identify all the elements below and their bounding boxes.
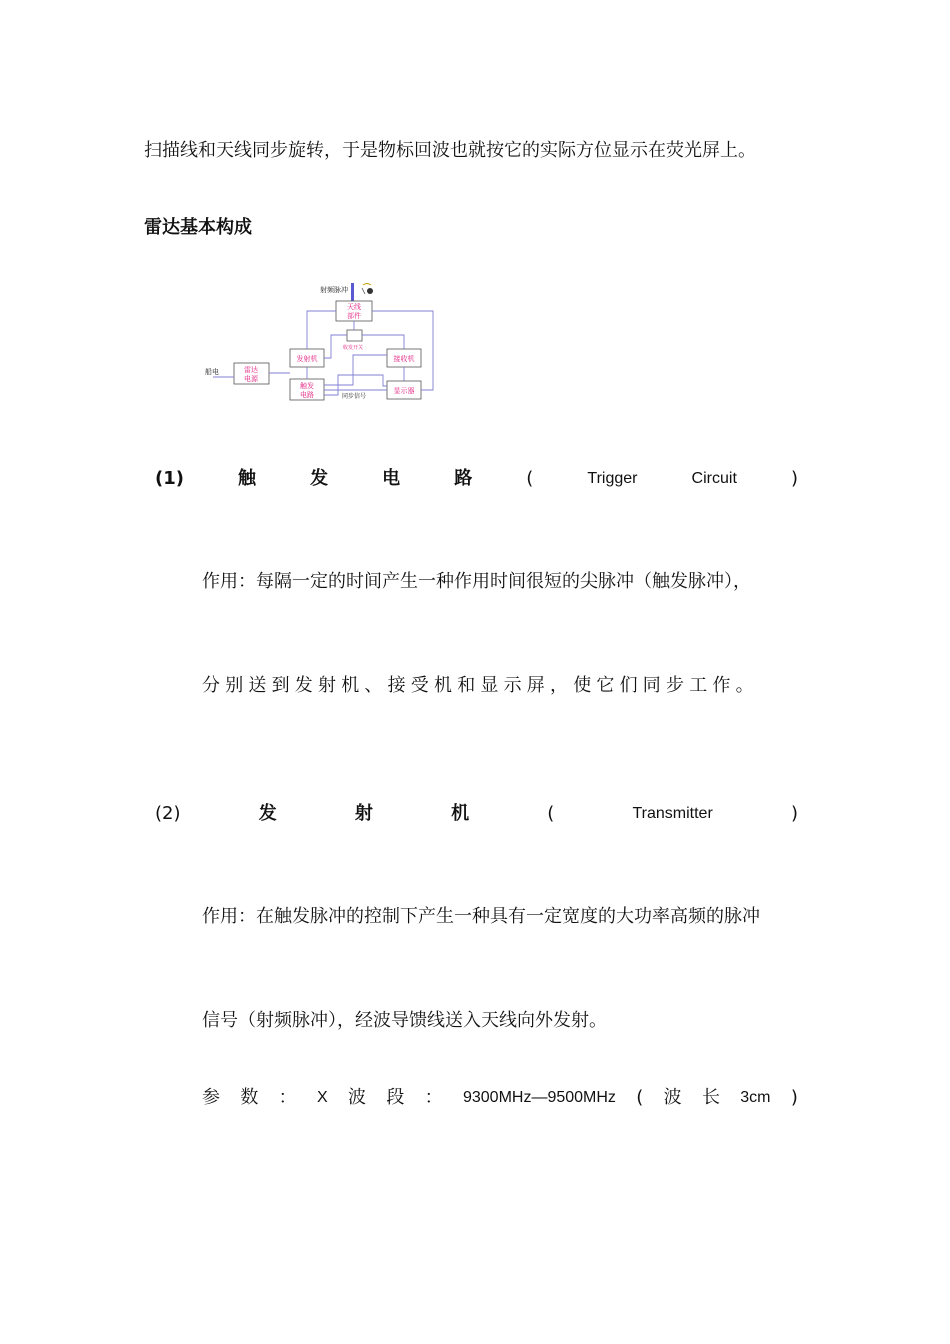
- antenna-unit-label-2: 部件: [347, 312, 361, 320]
- receiver-label: 接收机: [393, 355, 415, 363]
- params-wl-char-1: 波: [663, 1087, 682, 1108]
- params-char-5: 波: [347, 1087, 366, 1108]
- item1-char-1: 触: [238, 468, 257, 489]
- item2-char-1: 发: [258, 803, 277, 824]
- item2-char-2: 射: [354, 803, 373, 824]
- tr-switch-box: [347, 330, 362, 341]
- item2-params-row: [202, 1086, 798, 1110]
- params-frequency: 9300MHz—9500MHz: [462, 1089, 616, 1106]
- display-label: 显示器: [393, 387, 415, 395]
- item1-char-2: 发: [310, 468, 329, 489]
- antenna-icon: [362, 284, 373, 295]
- item2-close-paren: ): [790, 803, 798, 824]
- transmitter-label: 发射机: [296, 355, 318, 363]
- params-wl-open-paren: (: [636, 1087, 644, 1108]
- item2-desc-line2: 信号（射频脉冲），经波导馈线送入天线向外发射。: [202, 1010, 607, 1031]
- tr-switch-label: 收发开关: [343, 345, 364, 351]
- trigger-circuit-label-1: 触发: [300, 382, 314, 390]
- params-char-7: ：: [424, 1087, 443, 1108]
- radar-power-label-2: 电源: [244, 375, 258, 383]
- item2-open-paren: (: [547, 803, 555, 824]
- radar-power-label-1: 雷达: [244, 366, 258, 374]
- item1-desc-line1: 作用：每隔一定的时间产生一种作用时间很短的尖脉冲（触发脉冲），: [202, 571, 751, 592]
- antenna-unit-label-1: 天线: [347, 303, 361, 311]
- params-char-3: ：: [278, 1087, 297, 1108]
- item1-english-1: Trigger: [587, 470, 638, 487]
- item1-close-paren: ): [790, 468, 798, 489]
- trigger-circuit-label-2: 电路: [300, 391, 314, 399]
- item1-number: (1): [155, 468, 184, 489]
- item1-char-4: 路: [454, 468, 473, 489]
- item2-desc-line1: 作用：在触发脉冲的控制下产生一种具有一定宽度的大功率高频的脉冲: [202, 906, 760, 927]
- ship-power-label: 船电: [205, 368, 219, 376]
- radar-block-diagram-svg: [203, 283, 443, 405]
- section-title: 雷达基本构成: [144, 217, 252, 238]
- rf-pulse-label: 射频脉冲: [320, 286, 348, 294]
- intro-line: 扫描线和天线同步旋转，于是物标回波也就按它的实际方位显示在荧光屏上。: [144, 140, 756, 161]
- item2-number: (2): [155, 803, 181, 824]
- item1-english-2: Circuit: [691, 470, 737, 487]
- params-char-1: 参: [202, 1087, 220, 1108]
- item1-open-paren: (: [526, 468, 534, 489]
- item2-title-row: [155, 802, 798, 826]
- params-char-6: 段: [386, 1087, 405, 1108]
- antenna-mast: [351, 283, 354, 301]
- params-wl-value: 3cm: [740, 1089, 771, 1106]
- item1-desc-line2: 分别送到发射机、接受机和显示屏，使它们同步工作。: [202, 675, 759, 696]
- item2-char-3: 机: [451, 803, 470, 824]
- sync-signal-label: 同步信号: [342, 393, 367, 400]
- item2-english: Transmitter: [632, 805, 713, 822]
- params-wl-char-2: 长: [701, 1087, 720, 1108]
- item1-char-3: 电: [382, 468, 401, 489]
- params-wl-close-paren: ): [790, 1087, 798, 1108]
- item1-title-row: [155, 467, 798, 491]
- params-char-4: X: [316, 1089, 328, 1106]
- radar-block-diagram: [203, 283, 443, 409]
- params-char-2: 数: [240, 1087, 259, 1108]
